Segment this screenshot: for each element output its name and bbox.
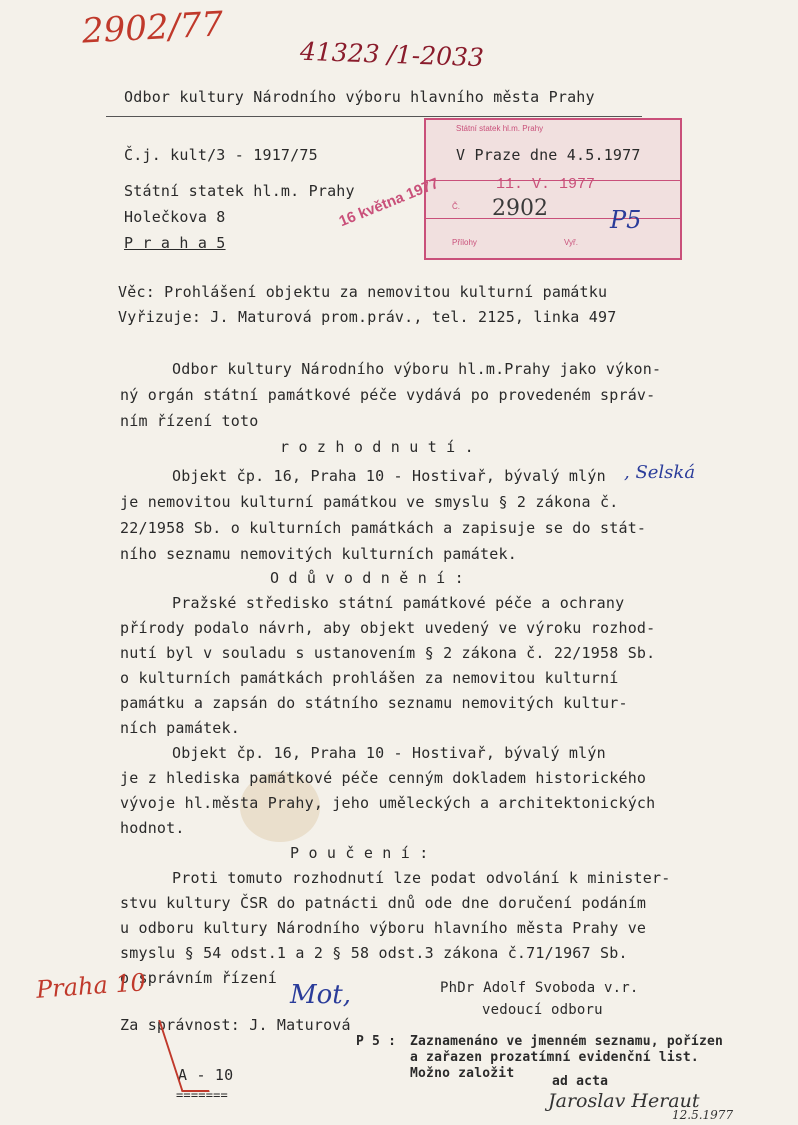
stamp-date: 11. V. 1977 [496, 176, 596, 193]
intro-line: ný orgán státní památkové péče vydává po provedeném správ- [120, 386, 656, 404]
p5-label: P 5 : [356, 1034, 397, 1049]
pouceni-heading: P o u č e n í : [290, 844, 429, 862]
stamp-label-prilohy: Přílohy [452, 238, 477, 247]
stamp-label-vyr: Vyř. [564, 238, 578, 247]
justification-line: nutí byl v souladu s ustanovením § 2 zákona č. 22/1958 Sb. [120, 644, 656, 662]
instruction-line: stvu kultury ČSR do patnácti dnů ode dne doručení podáním [120, 894, 647, 912]
instruction-line: Proti tomuto rozhodnutí lze podat odvolání k minister- [172, 869, 671, 887]
stamp-label-c: Č. [452, 202, 460, 211]
justification-line: ních památek. [120, 719, 240, 737]
decision-line: ního seznamu nemovitých kulturních památek. [120, 545, 517, 563]
handwritten-file-number: 2902/77 [81, 4, 225, 52]
handwritten-reference-number: 41323 /1-2033 [299, 36, 485, 73]
reference-number: Č.j. kult/3 - 1917/75 [124, 146, 318, 164]
handwritten-praha-note: Praha 10 [35, 968, 147, 1004]
za-spravnost: Za správnost: J. Maturová [120, 1016, 351, 1034]
stamp-header: Státní statek hl.m. Prahy [456, 124, 544, 133]
addressee-line1: Státní statek hl.m. Prahy [124, 182, 355, 200]
justification-line: Objekt čp. 16, Praha 10 - Hostivař, bývalý mlýn [172, 744, 606, 762]
justification-line: je z hlediska památkové péče cenným dokladem historického [120, 769, 647, 787]
instruction-line: smyslu § 54 odst.1 a 2 § 58 odst.3 zákona č.71/1967 Sb. [120, 944, 628, 962]
handwritten-bottom-signature: Jaroslav Heraut [548, 1090, 700, 1112]
rozhodnuti-heading: r o z h o d n u t í . [280, 438, 474, 456]
handwritten-selska: , Selská [624, 462, 696, 483]
oduvodneni-heading: O d ů v o d n ě n í : [270, 569, 464, 587]
file-code-underline: ======= [176, 1088, 228, 1102]
ad-acta: ad acta [552, 1074, 609, 1089]
stamp-number: 2902 [492, 196, 548, 221]
intro-line: Odbor kultury Národního výboru hl.m.Prahy jako výkon- [172, 360, 662, 378]
intro-line: ním řízení toto [120, 412, 259, 430]
decision-line: Objekt čp. 16, Praha 10 - Hostivař, bývalý mlýn [172, 467, 606, 485]
signatory-name: PhDr Adolf Svoboda v.r. [440, 980, 639, 996]
file-code: A - 10 [178, 1066, 234, 1084]
instruction-line: u odboru kultury Národního výboru hlavního města Prahy ve [120, 919, 647, 937]
registry-note-line1: Zaznamenáno ve jmenném seznamu, pořízen [410, 1034, 724, 1049]
addressee-line2: Holečkova 8 [124, 208, 226, 226]
justification-line: o kulturních památkách prohlášen za nemovitou kulturní [120, 669, 619, 687]
registry-note-line2: a zařazen prozatímní evidenční list. [410, 1050, 699, 1065]
signatory-title: vedoucí odboru [482, 1002, 603, 1018]
justification-line: přírody podalo návrh, aby objekt uvedený ve výroku rozhod- [120, 619, 656, 637]
justification-line: památku a zapsán do státního seznamu nemovitých kultur- [120, 694, 628, 712]
place-date: V Praze dne 4.5.1977 [456, 146, 641, 164]
instruction-line: o správním řízení [120, 969, 277, 987]
decision-line: 22/1958 Sb. o kulturních památkách a zapisuje se do stát- [120, 519, 647, 537]
handwritten-initials: Mot, [290, 980, 351, 1010]
justification-line: Pražské středisko státní památkové péče a ochrany [172, 594, 625, 612]
registry-note-line3: Možno založit [410, 1066, 515, 1081]
addressee-line3: P r a h a 5 [124, 234, 226, 252]
sign-date: 12.5.1977 [672, 1108, 734, 1122]
justification-line: vývoje hl.města Prahy, jeho uměleckých a architektonických [120, 794, 656, 812]
office-header: Odbor kultury Národního výboru hlavního města Prahy [124, 88, 595, 106]
decision-line: je nemovitou kulturní památkou ve smyslu § 2 zákona č. [120, 493, 619, 511]
stamp-received-date: 16 května 1977 [336, 174, 442, 231]
header-underline [106, 116, 642, 117]
handled-by-line: Vyřizuje: J. Maturová prom.práv., tel. 2125, linka 497 [118, 308, 617, 326]
justification-line: hodnot. [120, 819, 185, 837]
subject-line: Věc: Prohlášení objektu za nemovitou kulturní památku [118, 283, 608, 301]
handwritten-p5: P5 [610, 206, 642, 234]
